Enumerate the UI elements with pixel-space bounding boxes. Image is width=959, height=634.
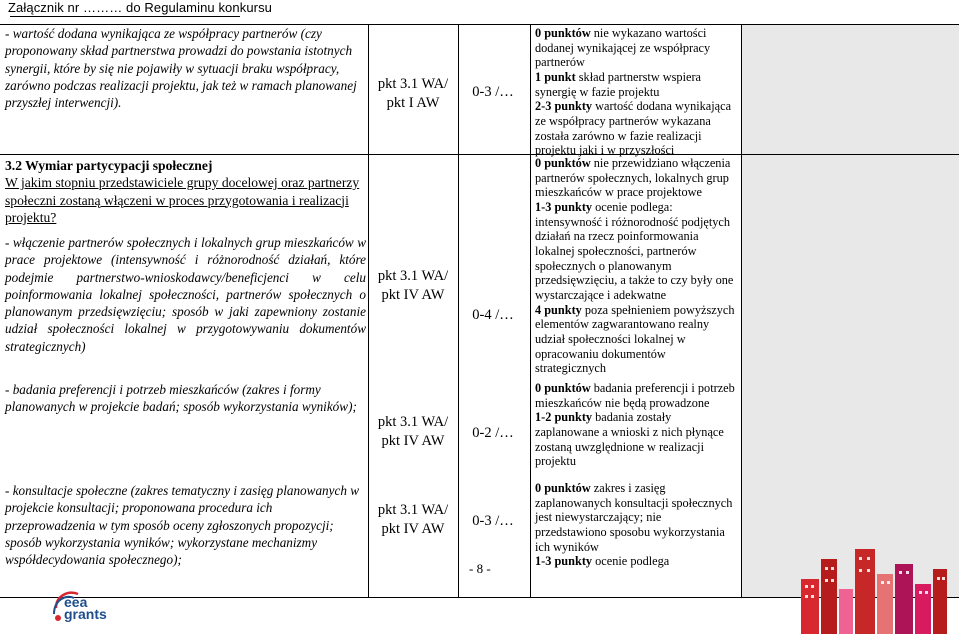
scoring-item: 0 punktów nie wykazano wartości dodanej wynikającej ze współpracy partnerów bbox=[535, 26, 711, 70]
empty-score-column bbox=[742, 25, 959, 597]
scoring-item: 1 punkt skład partnerstw wspiera synergię w fazie projektu bbox=[535, 69, 702, 99]
section-title: 3.2 Wymiar partycypacji społecznej bbox=[5, 158, 213, 173]
column-divider bbox=[530, 24, 531, 597]
column-divider bbox=[368, 24, 369, 597]
points-range: 0-3 /… bbox=[472, 84, 514, 100]
scoring-item: 1-3 punkty ocenie podlega: intensywność i różnorodność podjętych działań na rzecz poinformowania lokalnej społeczności, partnerów społecznych o planowanym przedsięwzięciu, a także to czy były one wystarczające i adekwatne bbox=[535, 199, 734, 302]
reference-cell: pkt 3.1 WA/ pkt IV AW bbox=[377, 268, 449, 303]
reference-cell: pkt 3.1 WA/ pkt IV AW bbox=[377, 414, 449, 449]
city-skyline-icon bbox=[799, 539, 949, 634]
section-heading bbox=[5, 157, 366, 226]
scoring-cell bbox=[535, 156, 735, 376]
scoring-item: 2-3 punkty wartość dodana wynikająca ze współpracy partnerów wykazana została zarówno w fazie realizacji projektu jaki i w przyszłości bbox=[535, 99, 732, 158]
reference-line-1: pkt 3.1 WA/ bbox=[377, 76, 449, 92]
points-range: 0-2 /… bbox=[472, 425, 514, 441]
reference-cell bbox=[371, 75, 455, 112]
reference-line-2: pkt I AW bbox=[386, 94, 440, 111]
scoring-item: 0 punktów badania preferencji i potrzeb mieszkańców nie będą prowadzone bbox=[535, 381, 735, 410]
reference-cell: pkt 3.1 WA/ pkt IV AW bbox=[377, 502, 449, 537]
document-header bbox=[8, 0, 272, 16]
header-text: Załącznik nr ……… do Regulaminu konkursu bbox=[8, 0, 273, 15]
points-range: 0-3 /… bbox=[472, 513, 514, 529]
scoring-item: 0 punktów zakres i zasięg zaplanowanych konsultacji społecznych jest niewystarczający; nie przedstawiono sposobu wykorzystania ich wyników bbox=[535, 481, 733, 554]
criterion-synergy: - wartość dodana wynikająca ze współpracy partnerów (czy proponowany skład partnerstwa prowadzi do powstania istotnych synergii, które by się nie pojawiły w sytuacji braku współpracy, zarówno podczas realizacji projektu, jak też w ramach planowanej przyszłej interwencji). bbox=[5, 26, 357, 111]
scoring-cell bbox=[535, 481, 735, 569]
scoring-cell bbox=[535, 26, 735, 158]
criterion-resident-research: - badania preferencji i potrzeb mieszkańców (zakres i formy planowanych w projekcie badań; sposób wykorzystania wyników); bbox=[5, 382, 357, 415]
scoring-cell bbox=[535, 381, 735, 469]
logo-wordmark: eea grants bbox=[64, 594, 107, 622]
scoring-item: 4 punkty poza spełnieniem powyższych elementów zagwarantowano realny udział społeczności lokalnej w opracowaniu dokumentów strategicznych bbox=[535, 302, 735, 376]
column-divider bbox=[458, 24, 459, 597]
row-divider bbox=[0, 154, 959, 155]
scoring-item: 0 punktów nie przewidziano włączenia partnerów społecznych, lokalnych grup mieszkańców w prace projektowe bbox=[535, 156, 731, 200]
section-question: W jakim stopniu przedstawiciele grupy docelowej oraz partnerzy społeczni zostaną włączeni w proces przygotowania i realizacji projektu? bbox=[5, 175, 360, 225]
criterion-public-consultation: - konsultacje społeczne (zakres tematyczny i zasięg planowanych w projekcie konsultacji; proponowana procedura ich przeprowadzenia w tym sposób oceny zgłoszonych propozycji; sposób wykorzystania wyników; wykorzystane mechanizmy współdecydowania społecznego); bbox=[5, 483, 360, 568]
points-range: 0-4 /… bbox=[472, 307, 514, 323]
column-divider bbox=[741, 24, 742, 597]
page-number: - 8 - bbox=[469, 561, 491, 576]
header-underline bbox=[10, 16, 240, 17]
scoring-item: 1-3 punkty ocenie podlega bbox=[535, 554, 670, 569]
criterion-social-partners: - włączenie partnerów społecznych i lokalnych grup mieszkańców w prace projektowe (intensywność i różnorodność działań, które podejmie partnerstwo-wnioskodawcy/beneficjenci w celu poinformowania lokalnej społeczności, partnerów społecznych o planowanym przedsięwzięciu; sposób w jaki zapewniony zostanie udział społeczności lokalnej w przygotowywaniu dokumentów strategicznych) bbox=[5, 235, 366, 354]
scoring-item: 1-2 punkty badania zostały zaplanowane a wnioski z nich płynące zostaną uwzględnione w realizacji projektu bbox=[535, 410, 724, 469]
